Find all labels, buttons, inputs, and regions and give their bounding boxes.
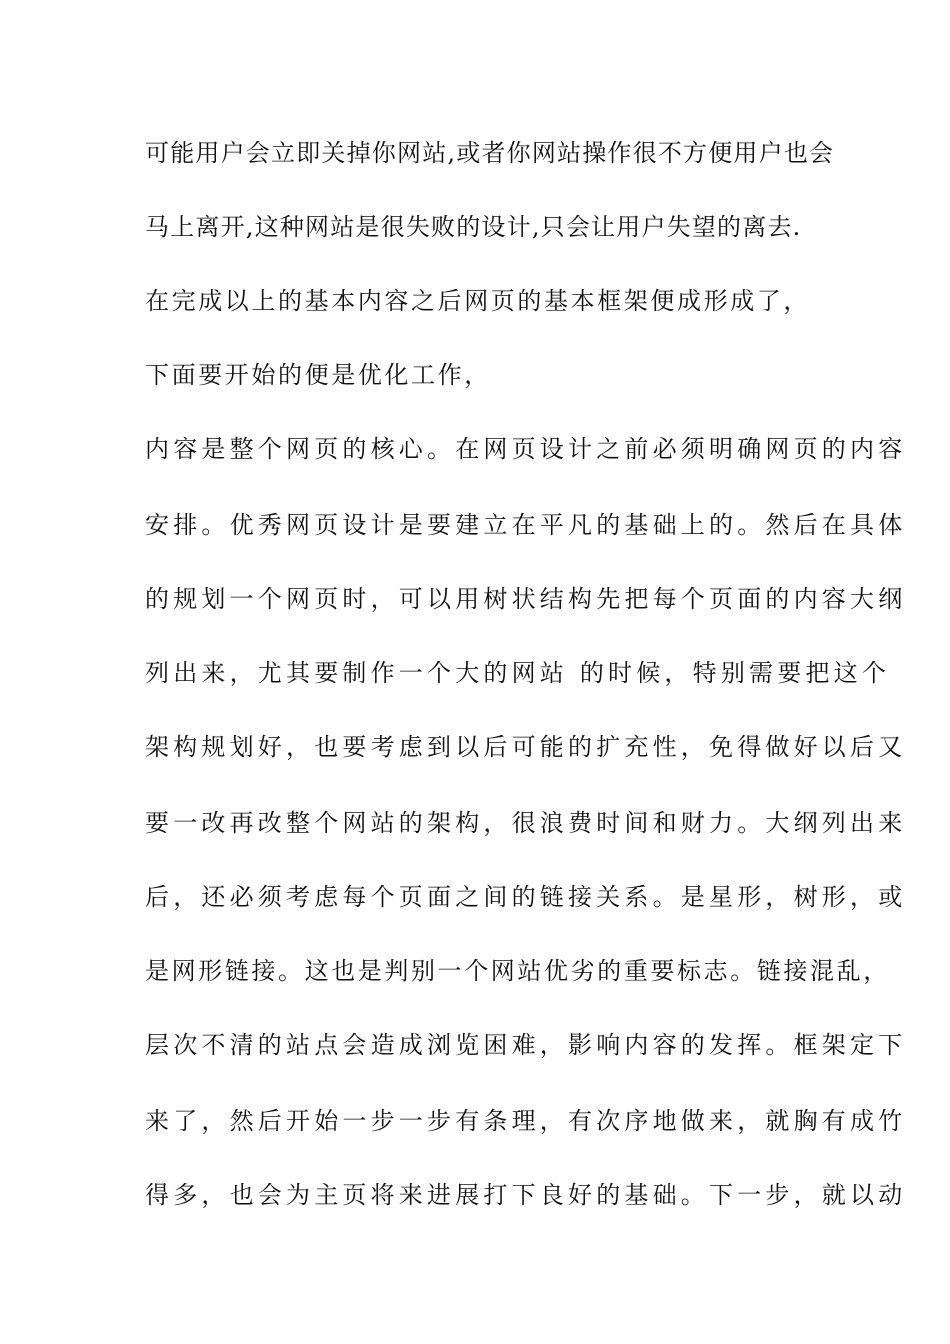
- text-line-15: 得多，也会为主页将来进展打下良好的基础。下一步，就以动: [145, 1181, 907, 1209]
- text-line-13: 层次不清的站点会造成浏览困难，影响内容的发挥。框架定下: [145, 1031, 907, 1059]
- text-line-12: 是网形链接。这也是判别一个网站优劣的重要标志。链接混乱，: [145, 957, 890, 985]
- text-line-6: 安排。优秀网页设计是要建立在平凡的基础上的。然后在具体: [145, 511, 907, 539]
- text-line-1: 可能用户会立即关掉你网站,或者你网站操作很不方便用户也会: [145, 139, 835, 167]
- text-line-8: 列出来，尤其要制作一个大的网站 的时候，特别需要把这个: [145, 659, 891, 687]
- text-line-7: 的规划一个网页时，可以用树状结构先把每个页面的内容大纲: [145, 585, 907, 613]
- text-line-10: 要一改再改整个网站的架构，很浪费时间和财力。大纲列出来: [145, 809, 907, 837]
- text-line-14: 来了，然后开始一步一步有条理，有次序地做来，就胸有成竹: [145, 1107, 907, 1135]
- text-line-3: 在完成以上的基本内容之后网页的基本框架便成形成了，: [145, 287, 810, 315]
- text-line-4: 下面要开始的便是优化工作，: [145, 361, 491, 389]
- text-line-9: 架构规划好，也要考虑到以后可能的扩充性，免得做好以后又: [145, 733, 907, 761]
- text-line-2: 马上离开,这种网站是很失败的设计,只会让用户失望的离去.: [145, 213, 802, 241]
- text-line-5: 内容是整个网页的核心。在网页设计之前必须明确网页的内容: [145, 435, 907, 463]
- text-line-11: 后，还必须考虑每个页面之间的链接关系。是星形，树形，或: [145, 883, 907, 911]
